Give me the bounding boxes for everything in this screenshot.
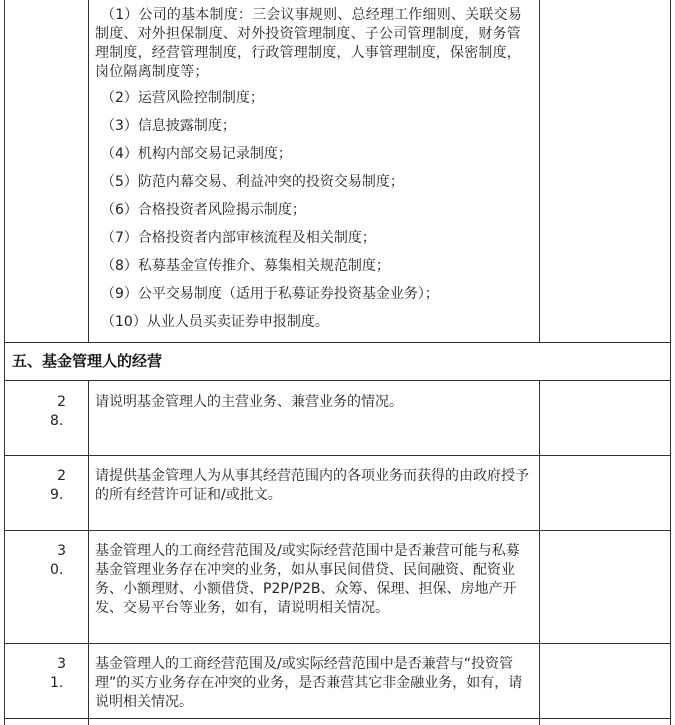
list-item: （1）公司的基本制度：三会议事规则、总经理工作细则、关联交易制度、对外担保制度、对外投资管理制度、子公司管理制度，财务管理制度，经营管理制度，行政管理制度，人事管理制度，保密制度，岗位隔离制度等； bbox=[95, 7, 522, 80]
list-item: （8）私募基金宣传推介、募集相关规范制度； bbox=[101, 258, 390, 274]
row-divider bbox=[4, 530, 671, 531]
list-item: （3）信息披露制度； bbox=[101, 118, 236, 134]
table-border-left bbox=[4, 0, 5, 725]
row-divider bbox=[4, 718, 671, 719]
row-number-part: 8. bbox=[50, 413, 64, 429]
row-number-part: 3 bbox=[57, 656, 66, 672]
table-border-num-col bbox=[88, 380, 89, 725]
list-item: （6）合格投资者风险揭示制度； bbox=[101, 202, 306, 218]
row-number bbox=[50, 655, 68, 693]
row-divider bbox=[4, 380, 671, 381]
row-number-part: 0. bbox=[50, 562, 64, 578]
row-description: 请说明基金管理人的主营业务、兼营业务的情况。 bbox=[95, 394, 403, 410]
table-border-num-col bbox=[88, 0, 89, 342]
row-divider bbox=[4, 342, 671, 343]
row-number bbox=[50, 542, 68, 580]
table-border-remark-col bbox=[539, 0, 540, 342]
row-divider bbox=[4, 643, 671, 644]
row-divider bbox=[4, 455, 671, 456]
row-number bbox=[50, 467, 68, 505]
list-item: （5）防范内幕交易、利益冲突的投资交易制度； bbox=[101, 174, 404, 190]
list-item: （7）合格投资者内部审核流程及相关制度； bbox=[101, 230, 376, 246]
row-description: 请提供基金管理人为从事其经营范围内的各项业务而获得的由政府授予的所有经营许可证和/或批文。 bbox=[95, 468, 529, 503]
row-description: 基金管理人的工商经营范围及/或实际经营范围中是否兼营可能与私募基金管理业务存在冲突的业务，如从事民间借贷、民间融资、配资业务、小额理财、小额借贷、P2P/P2B、众筹、保理、担保、房地产开发、交易平台等业务，如有，请说明相关情况。 bbox=[95, 543, 520, 616]
row-description: 基金管理人的工商经营范围及/或实际经营范围中是否兼营与“投资管理”的买方业务存在冲突的业务，是否兼营其它非金融业务，如有，请说明相关情况。 bbox=[95, 656, 523, 710]
list-item: （10）从业人员买卖证券申报制度。 bbox=[101, 314, 329, 330]
table-border-right bbox=[670, 0, 671, 725]
list-item: （4）机构内部交易记录制度； bbox=[101, 146, 292, 162]
list-item: （9）公平交易制度（适用于私募证券投资基金业务）； bbox=[101, 286, 439, 302]
section-title: 五、基金管理人的经营 bbox=[12, 352, 163, 370]
row-number bbox=[50, 393, 68, 431]
list-item: （2）运营风险控制制度； bbox=[101, 90, 264, 106]
row-number-part: 9. bbox=[50, 487, 64, 503]
row-number-part: 1. bbox=[50, 675, 64, 691]
row-number-part: 2 bbox=[57, 394, 66, 410]
table-border-remark-col bbox=[539, 380, 540, 725]
row-number-part: 3 bbox=[57, 543, 66, 559]
row-number-part: 2 bbox=[57, 468, 66, 484]
